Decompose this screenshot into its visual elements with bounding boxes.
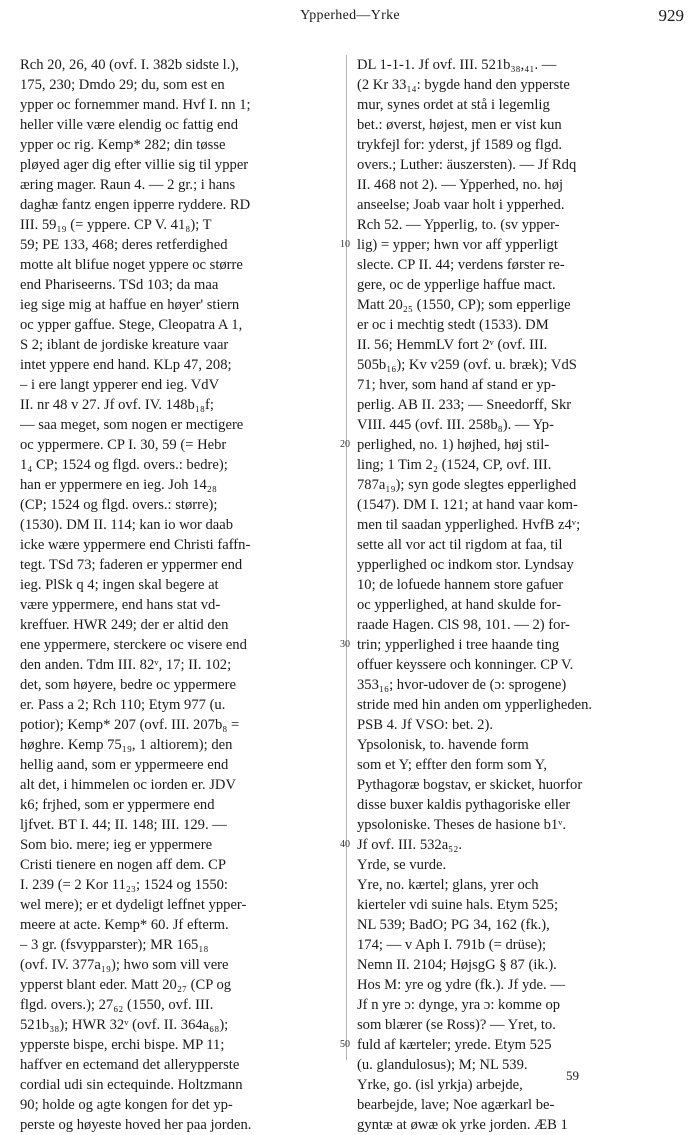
text-line: ieg sige mig at haffue en høyer' stiern [20, 297, 240, 313]
text-line: 59; PE 133, 468; deres retferdighed [20, 237, 228, 253]
text-line: men til saadan ypperlighed. HvfB z4ᵛ; [357, 517, 581, 533]
text-line: bet.: øverst, højest, men er vist kun [357, 117, 562, 133]
line-number-marker: 10 [340, 239, 350, 250]
text-line: wel mere); er et dydeligt leffnet ypper- [20, 897, 247, 913]
text-line: Yrke, go. (isl yrkja) arbejde, [357, 1077, 523, 1093]
line-number-marker: 30 [340, 639, 350, 650]
column-divider [346, 55, 347, 1060]
text-line: offuer keyssere och konninger. CP V. [357, 657, 574, 673]
text-line: disse buxer kaldis pythagoriske eller [357, 797, 571, 813]
text-line: er. Pass a 2; Rch 110; Etym 977 (u. [20, 697, 226, 713]
text-line: 1₄ CP; 1524 og flgd. overs.: bedre); [20, 457, 228, 473]
text-line: Hos M: yre og ydre (fk.). Jf yde. — [357, 977, 565, 993]
text-line: icke wære yppermere end Christi faffn- [20, 537, 251, 553]
text-line: Som bio. mere; ieg er yppermere [20, 837, 213, 853]
text-line: kierteler vdi suine hals. Etym 525; [357, 897, 559, 913]
text-line: perste og høyeste hoved her paa jorden. [20, 1117, 252, 1133]
text-line: 71; hver, som hand af stand er yp- [357, 377, 556, 393]
text-line: overs.; Luther: äuszersten). — Jf Rdq [357, 157, 577, 173]
text-line: pløyed ager dig efter villie sig til ypper [20, 157, 249, 173]
running-title: Ypperhed—Yrke [300, 8, 400, 23]
text-line: III. 59₁₉ (= yppere. CP V. 41₈); T [20, 217, 212, 233]
text-line: ypper oc fornemmer mand. Hvf I. nn 1; [20, 97, 251, 113]
text-line: kreffuer. HWR 249; der er altid den [20, 617, 229, 633]
text-line: som blærer (se Ross)? — Yret, to. [357, 1017, 556, 1033]
text-line: Matt 20₂₅ (1550, CP); som epperlige [357, 297, 571, 313]
text-line: som et Y; effter den form som Y, [357, 757, 547, 773]
text-line: lig) = ypper; hwn vor aff ypperligt [357, 237, 558, 253]
text-line: DL 1-1-1. Jf ovf. III. 521b₃₈,₄₁. — [357, 57, 557, 73]
text-line: Jf ovf. III. 532a₅₂. [357, 837, 463, 853]
text-line: II. 468 not 2). — Ypperhed, no. høj [357, 177, 564, 193]
text-line: (u. glandulosus); M; NL 539. [357, 1057, 528, 1073]
text-line: 521b₃₈); HWR 32ᵛ (ovf. II. 364a₆₈); [20, 1017, 229, 1033]
text-line: (ovf. IV. 377a₁₉); hwo som vill vere [20, 957, 229, 973]
text-line: — saa meget, som nogen er mectigere [20, 417, 244, 433]
text-line: gere, oc de ypperlige haffue mact. [357, 277, 556, 293]
text-line: oc ypperlighed, at hand skulde for- [357, 597, 561, 613]
text-line: ypperste bispe, erchi bispe. MP 11; [20, 1037, 225, 1053]
text-line: potior); Kemp* 207 (ovf. III. 207b₈ = [20, 717, 240, 733]
text-line: daghæ fantz engen ipperre ryddere. RD [20, 197, 251, 213]
text-line: sette all vor act til rigdom at faa, til [357, 537, 563, 553]
text-line: hellig aand, som er yppermeere end [20, 757, 229, 773]
text-line: Rch 20, 26, 40 (ovf. I. 382b sidste l.), [20, 57, 239, 73]
text-line: flgd. overs.); 27₆₂ (1550, ovf. III. [20, 997, 214, 1013]
text-line: gyntæ at øwæ ok yrke jorden. ÆB 1 [357, 1117, 568, 1133]
text-line: ypperst blant eder. Matt 20₂₇ (CP og [20, 977, 232, 993]
text-line: (1547). DM I. 121; at hand vaar kom- [357, 497, 578, 513]
text-line: II. 56; HemmLV fort 2ᵛ (ovf. III. [357, 337, 548, 353]
text-line: den anden. Tdm III. 82ᵛ, 17; II. 102; [20, 657, 232, 673]
line-number-marker: 40 [340, 839, 350, 850]
text-line: k6; frjhed, som er yppermere end [20, 797, 215, 813]
text-line: haffver en ectemand det allerypperste [20, 1057, 240, 1073]
text-line: Yrde, se vurde. [357, 857, 447, 873]
text-line: perlighed, no. 1) højhed, høj stil- [357, 437, 550, 453]
page-number: 929 [658, 6, 684, 25]
text-line: 175, 230; Dmdo 29; du, som est en [20, 77, 225, 93]
text-line: fuld af kærteler; yrede. Etym 525 [357, 1037, 552, 1053]
text-line: I. 239 (= 2 Kor 11₂₃; 1524 og 1550: [20, 877, 228, 893]
text-line: intet yppere end hand. KLp 47, 208; [20, 357, 232, 373]
line-number-marker: 50 [340, 1039, 350, 1050]
text-line: Nemn II. 2104; HøjsgG § 87 (ik.). [357, 957, 557, 973]
text-line: 787a₁₉); syn gode slegtes epperlighed [357, 477, 577, 493]
text-line: bearbejde, lave; Noe agærkarl be- [357, 1097, 555, 1113]
text-line: anseelse; Joab vaar holt i ypperhed. [357, 197, 565, 213]
text-line: 90; holde og agte kongen for det yp- [20, 1097, 233, 1113]
text-line: tegt. TSd 73; faderen er yppermer end [20, 557, 243, 573]
text-line: trykfejl for: yderst, jf 1589 og flgd. [357, 137, 563, 153]
text-line: slecte. CP II. 44; verdens førster re- [357, 257, 565, 273]
text-line: ling; 1 Tim 2₂ (1524, CP, ovf. III. [357, 457, 552, 473]
text-line: 10; de lofuede hannem store gafuer [357, 577, 564, 593]
text-line: 505b₁₆); Kv v259 (ovf. u. bræk); VdS [357, 357, 577, 373]
text-line: meere at acte. Kemp* 60. Jf efterm. [20, 917, 229, 933]
text-line: stride med hin anden om ypperligheden. [357, 697, 593, 713]
text-line: han er yppermere en ieg. Joh 14₂₈ [20, 477, 217, 493]
text-line: raade Hagen. ClS 98, 101. — 2) for- [357, 617, 570, 633]
text-line: – 3 gr. (fsvypparster); MR 165₁₈ [20, 937, 209, 953]
page-header [0, 8, 700, 32]
text-line: høghre. Kemp 75₁₉, 1 altiorem); den [20, 737, 233, 753]
text-line: er oc i mechtig stedt (1533). DM [357, 317, 549, 333]
text-line: 174; — v Aph I. 791b (= drüse); [357, 937, 547, 953]
text-line: NL 539; BadO; PG 34, 162 (fk.), [357, 917, 550, 933]
text-line: ene yppermere, sterckere oc visere end [20, 637, 247, 653]
text-line: motte alt blifue noget yppere oc større [20, 257, 243, 273]
text-line: Rch 52. — Ypperlig, to. (sv ypper- [357, 217, 560, 233]
line-number-marker: 20 [340, 439, 350, 450]
text-line: ypsoloniske. Theses de hasione b1ᵛ. [357, 817, 567, 833]
text-line: ieg. PlSk q 4; ingen skal begere at [20, 577, 219, 593]
text-line: trin; ypperlighed i tree haande ting [357, 637, 560, 653]
text-line: ypper oc rig. Kemp* 282; din tøsse [20, 137, 226, 153]
right-column [357, 55, 677, 1135]
text-line: ypperlighed oc indkom stor. Lyndsay [357, 557, 574, 573]
text-line: VIII. 445 (ovf. III. 258b₈). — Yp- [357, 417, 554, 433]
text-line: alt det, i himmelen oc iorden er. JDV [20, 777, 237, 793]
text-line: være yppermere, end hans stat vd- [20, 597, 221, 613]
text-line: (1530). DM II. 114; kan io wor daab [20, 517, 234, 533]
text-line: end Phariseerns. TSd 103; da maa [20, 277, 219, 293]
text-line: Jf n yre ɔ: dynge, yra ɔ: komme op [357, 997, 561, 1013]
text-line: Pythagoræ bogstav, er skicket, huorfor [357, 777, 583, 793]
text-line: II. nr 48 v 27. Jf ovf. IV. 148b₁₈f; [20, 397, 214, 413]
text-line: Yre, no. kærtel; glans, yrer och [357, 877, 539, 893]
text-line: mur, synes ordet at stå i legemlig [357, 97, 550, 113]
text-line: Ypsolonisk, to. havende form [357, 737, 529, 753]
text-line: – i ere langt ypperer end ieg. VdV [20, 377, 220, 393]
text-line: Cristi tienere en nogen aff dem. CP [20, 857, 227, 873]
text-line: S 2; iblant de jordiske kreature vaar [20, 337, 229, 353]
text-line: (CP; 1524 og flgd. overs.: større); [20, 497, 218, 513]
text-line: cordial udi sin ectequinde. Holtzmann [20, 1077, 243, 1093]
text-line: (2 Kr 33₁₄: bygde hand den ypperste [357, 77, 570, 93]
text-line: oc ypper gaffue. Stege, Cleopatra A 1, [20, 317, 243, 333]
text-line: det, som høyere, bedre oc yppermere [20, 677, 236, 693]
text-line: ljfvet. BT I. 44; II. 148; III. 129. — [20, 817, 227, 833]
left-column [20, 55, 340, 1135]
text-line: oc yppermere. CP I. 30, 59 (= Hebr [20, 437, 227, 453]
text-line: æring mager. Raun 4. — 2 gr.; i hans [20, 177, 236, 193]
text-line: 353₁₆; hvor-udover de (ɔ: sprogene) [357, 677, 567, 693]
signature-mark: 59 [566, 1068, 579, 1083]
text-line: perlig. AB II. 233; — Sneedorff, Skr [357, 397, 572, 413]
text-line: heller ville være elendig oc fattig end [20, 117, 239, 133]
text-line: PSB 4. Jf VSO: bet. 2). [357, 717, 493, 733]
